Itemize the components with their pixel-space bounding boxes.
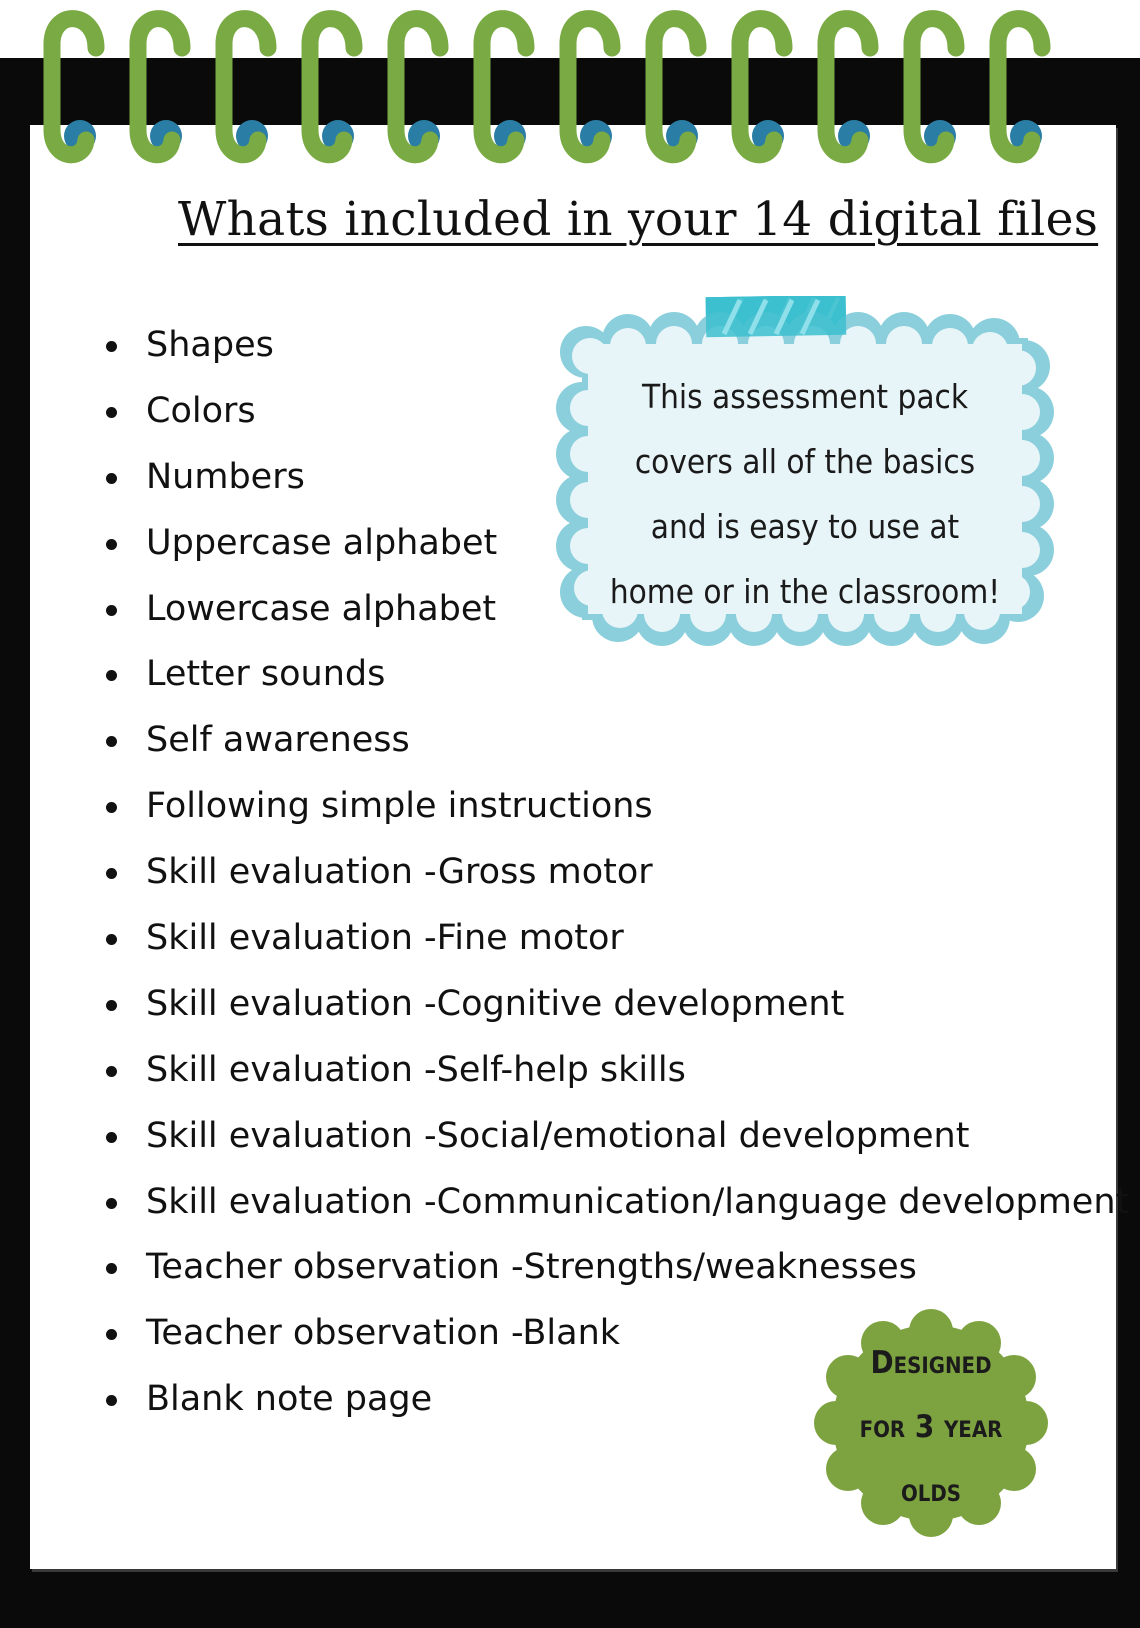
list-item [104, 971, 1129, 1037]
list-item [104, 1103, 1129, 1169]
bullet-icon [106, 1132, 117, 1143]
binder-ring-icon [120, 2, 200, 172]
badge-line: for 3 year [859, 1409, 1003, 1445]
list-item [104, 1037, 1129, 1103]
bullet-icon [106, 341, 117, 352]
binder-ring-icon [550, 2, 630, 172]
binder-ring-icon [636, 2, 716, 172]
bullet-icon [106, 539, 117, 550]
binder-ring-icon [980, 2, 1060, 172]
binder-ring-icon [378, 2, 458, 172]
list-item-label: Colors [146, 390, 256, 431]
list-item-label: Skill evaluation -Cognitive development [146, 983, 845, 1024]
bullet-icon [106, 802, 117, 813]
bullet-icon [106, 736, 117, 747]
list-item-label: Blank note page [146, 1379, 433, 1420]
callout-cloud [556, 296, 1054, 658]
callout-line: and is easy to use at [650, 507, 960, 546]
bullet-icon [106, 407, 117, 418]
list-item [104, 707, 1129, 773]
bullet-icon [106, 1395, 117, 1406]
callout-line: home or in the classroom! [609, 572, 1001, 611]
list-item-label: Skill evaluation -Gross motor [146, 852, 653, 893]
list-item-label: Skill evaluation -Social/emotional development [146, 1115, 970, 1156]
callout-text [596, 364, 1014, 624]
badge-text [828, 1331, 1034, 1523]
bullet-icon [106, 1329, 117, 1340]
bullet-icon [106, 1198, 117, 1209]
list-item-label: Skill evaluation -Communication/language development [146, 1181, 1130, 1222]
bullet-icon [106, 670, 117, 681]
bullet-icon [106, 1263, 117, 1274]
binder-ring-icon [808, 2, 888, 172]
list-item [104, 1234, 1129, 1300]
binder-ring-icon [722, 2, 802, 172]
list-item-label: Teacher observation -Strengths/weaknesses [146, 1247, 917, 1288]
binder-ring-icon [34, 2, 114, 172]
bullet-icon [106, 934, 117, 945]
list-item-label: Letter sounds [146, 654, 386, 695]
list-item-label: Uppercase alphabet [146, 522, 498, 563]
badge-line: olds [900, 1473, 962, 1509]
page-title: Whats included in your 14 digital files [178, 192, 1099, 247]
list-item-label: Lowercase alphabet [146, 588, 497, 629]
bullet-icon [106, 473, 117, 484]
age-badge [814, 1305, 1048, 1541]
list-item-label: Numbers [146, 456, 305, 497]
list-item [104, 905, 1129, 971]
list-item [104, 773, 1129, 839]
list-item [104, 1169, 1129, 1235]
list-item-label: Skill evaluation -Fine motor [146, 918, 624, 959]
binder-ring-icon [894, 2, 974, 172]
bullet-icon [106, 1000, 117, 1011]
bullet-icon [106, 868, 117, 879]
binder-ring-icon [464, 2, 544, 172]
callout-line: This assessment pack [641, 377, 969, 416]
bullet-icon [106, 1066, 117, 1077]
bullet-icon [106, 605, 117, 616]
callout-line: covers all of the basics [634, 442, 976, 481]
list-item-label: Following simple instructions [146, 786, 653, 827]
list-item-label: Teacher observation -Blank [146, 1313, 621, 1354]
list-item-label: Shapes [146, 325, 274, 365]
list-item [104, 839, 1129, 905]
badge-line: Designed [870, 1345, 992, 1381]
binder-ring-icon [206, 2, 286, 172]
list-item-label: Self awareness [146, 720, 410, 761]
list-item-label: Skill evaluation -Self-help skills [146, 1049, 686, 1090]
binder-ring-icon [292, 2, 372, 172]
